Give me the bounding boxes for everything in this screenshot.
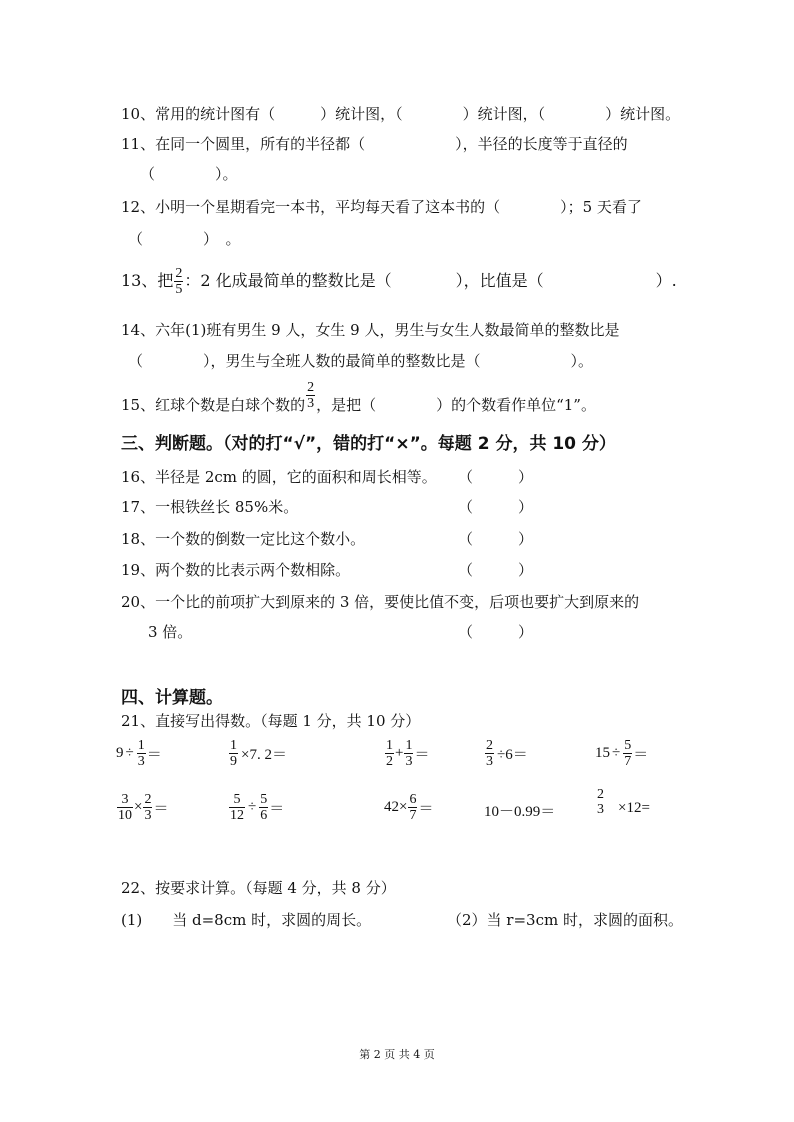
fraction-denominator: 6	[260, 808, 268, 823]
calc-expr-4	[484, 738, 530, 769]
section-4-title: 四、计算题。	[121, 688, 223, 708]
judge-item-20-line2: 3 倍。	[148, 623, 193, 641]
calc-operator: ÷	[248, 799, 257, 815]
page-footer: 第 2 页 共 4 页	[359, 1048, 435, 1061]
question-22-part-1: (1) 当 d=8cm 时，求圆的周长。	[121, 911, 372, 929]
calc-expr-2	[228, 738, 289, 769]
calc-operator: ÷	[125, 745, 134, 761]
fraction-denominator: 3	[137, 754, 145, 769]
calc-expr-1	[116, 738, 162, 769]
fraction-denominator: 12	[230, 808, 244, 823]
calc-fraction	[229, 792, 245, 823]
question-12-line1: 12、小明一个星期看完一本书，平均每天看了这本书的（ ）；5 天看了	[121, 198, 642, 216]
calc-expr-3	[384, 738, 429, 769]
judge-item-19: 19、两个数的比表示两个数相除。	[121, 561, 351, 579]
fraction-numerator: 5	[624, 738, 632, 753]
fraction-denominator: 2	[386, 754, 393, 769]
calc-fraction	[229, 738, 238, 769]
calc-operator: ×	[134, 799, 143, 815]
calc-equals: ＝	[414, 747, 430, 763]
calc-operator: ×	[399, 799, 408, 815]
question-15	[121, 380, 596, 424]
judge-item-18: 18、一个数的倒数一定比这个数小。	[121, 530, 366, 548]
fraction-denominator: 7	[409, 808, 417, 823]
judge-answer-16: （ ）	[458, 468, 534, 486]
judge-answer-20: （ ）	[458, 623, 534, 641]
question-11-line2: （ ）。	[140, 165, 238, 183]
fraction-numerator: 3	[117, 792, 133, 808]
judge-answer-19: （ ）	[458, 561, 534, 579]
calc-fraction	[623, 738, 632, 769]
judge-answer-18: （ ）	[458, 530, 534, 548]
fraction-denominator: 10	[118, 808, 132, 823]
calc-fraction	[259, 792, 268, 823]
question-14-line1: 14、六年(1)班有男生 9 人，女生 9 人，男生与女生人数最简单的整数比是	[121, 321, 620, 339]
judge-item-20: 20、一个比的前项扩大到原来的 3 倍，要使比值不变，后项也要扩大到原来的	[121, 593, 640, 611]
calc-fraction	[143, 792, 152, 823]
fraction-numerator: 1	[386, 738, 393, 753]
calc-expr-10	[595, 786, 652, 817]
calc-equals: ＝	[418, 801, 434, 817]
question-21-title: 21、直接写出得数。（每题 1 分，共 10 分）	[121, 712, 421, 730]
question-13-prefix: 13、把	[121, 271, 174, 290]
fraction-denominator: 3	[486, 754, 493, 769]
calc-operand: 9	[116, 745, 124, 761]
fraction-numerator: 2	[307, 380, 315, 395]
fraction-numerator: 2	[486, 738, 493, 753]
judge-answer-17: （ ）	[458, 498, 534, 516]
calc-equals: ＝	[269, 801, 285, 817]
calc-fraction	[404, 738, 413, 769]
calc-operator: +	[395, 745, 404, 761]
fraction-denominator: 3	[307, 396, 315, 411]
calc-operator: ÷	[612, 745, 621, 761]
section-3-title: 三、判断题。（对的打“√”，错的打“×”。每题 2 分，共 10 分）	[121, 434, 616, 454]
fraction-numerator: 1	[137, 738, 145, 753]
fraction-denominator: 5	[175, 282, 183, 297]
calc-expr-7	[228, 792, 284, 823]
calc-expr-9	[484, 800, 555, 821]
calc-fraction	[408, 792, 417, 823]
fraction-denominator: 7	[624, 754, 632, 769]
calc-text: 10－0.99＝	[484, 804, 556, 820]
fraction-2-5	[174, 266, 183, 297]
calc-fraction	[385, 738, 394, 769]
judge-item-17: 17、一根铁丝长 85%米。	[121, 498, 299, 516]
question-15-suffix: ，是把（ ）的个数看作单位“1”。	[316, 396, 596, 414]
calc-operator: ÷6＝	[497, 747, 528, 763]
calc-operator: ×7. 2＝	[241, 747, 287, 763]
judge-item-16: 16、半径是 2cm 的圆，它的面积和周长相等。	[121, 468, 437, 486]
question-22-part-2: （2）当 r=3cm 时，求圆的面积。	[447, 911, 683, 929]
fraction-numerator: 2	[144, 792, 152, 807]
fraction-denominator: 3	[144, 808, 152, 823]
calc-fraction	[596, 787, 605, 817]
question-13	[121, 262, 677, 300]
fraction-numerator: 1	[230, 738, 237, 753]
question-15-prefix: 15、红球个数是白球个数的	[121, 396, 306, 414]
fraction-numerator: 5	[260, 792, 268, 807]
fraction-numerator: 2	[597, 786, 604, 802]
calc-expr-5	[595, 738, 648, 769]
fraction-numerator: 2	[175, 266, 183, 281]
question-13-suffix: ：2 化成最简单的整数比是（ ），比值是（ ）.	[184, 271, 677, 290]
question-14-line2: （ ），男生与全班人数的最简单的整数比是（ ）。	[128, 352, 594, 370]
calc-operand: 42	[384, 799, 399, 815]
calc-equals: ＝	[153, 801, 169, 817]
calc-fraction	[137, 738, 146, 769]
fraction-numerator: 5	[229, 792, 245, 808]
calc-fraction	[117, 792, 133, 823]
fraction-denominator: 9	[230, 754, 237, 769]
calc-equals: ＝	[633, 747, 649, 763]
fraction-denominator: 3	[405, 754, 413, 769]
question-22-title: 22、按要求计算。（每题 4 分，共 8 分）	[121, 879, 396, 897]
calc-expr-8	[384, 792, 433, 823]
question-12-line2: （ ） 。	[128, 230, 241, 248]
fraction-numerator: 1	[405, 738, 413, 753]
calc-equals: ＝	[146, 747, 162, 763]
calc-fraction	[485, 738, 494, 769]
calc-expr-6	[116, 792, 168, 823]
calc-operand: 15	[595, 745, 610, 761]
calc-operator: ×12=	[618, 800, 650, 816]
question-10: 10、常用的统计图有（ ）统计图，（ ）统计图，（ ）统计图。	[121, 105, 681, 123]
fraction-denominator: 3	[597, 801, 604, 817]
fraction-numerator: 6	[409, 792, 417, 807]
question-11-line1: 11、在同一个圆里，所有的半径都（ ），半径的长度等于直径的	[121, 135, 628, 153]
fraction-2-3	[306, 380, 315, 411]
